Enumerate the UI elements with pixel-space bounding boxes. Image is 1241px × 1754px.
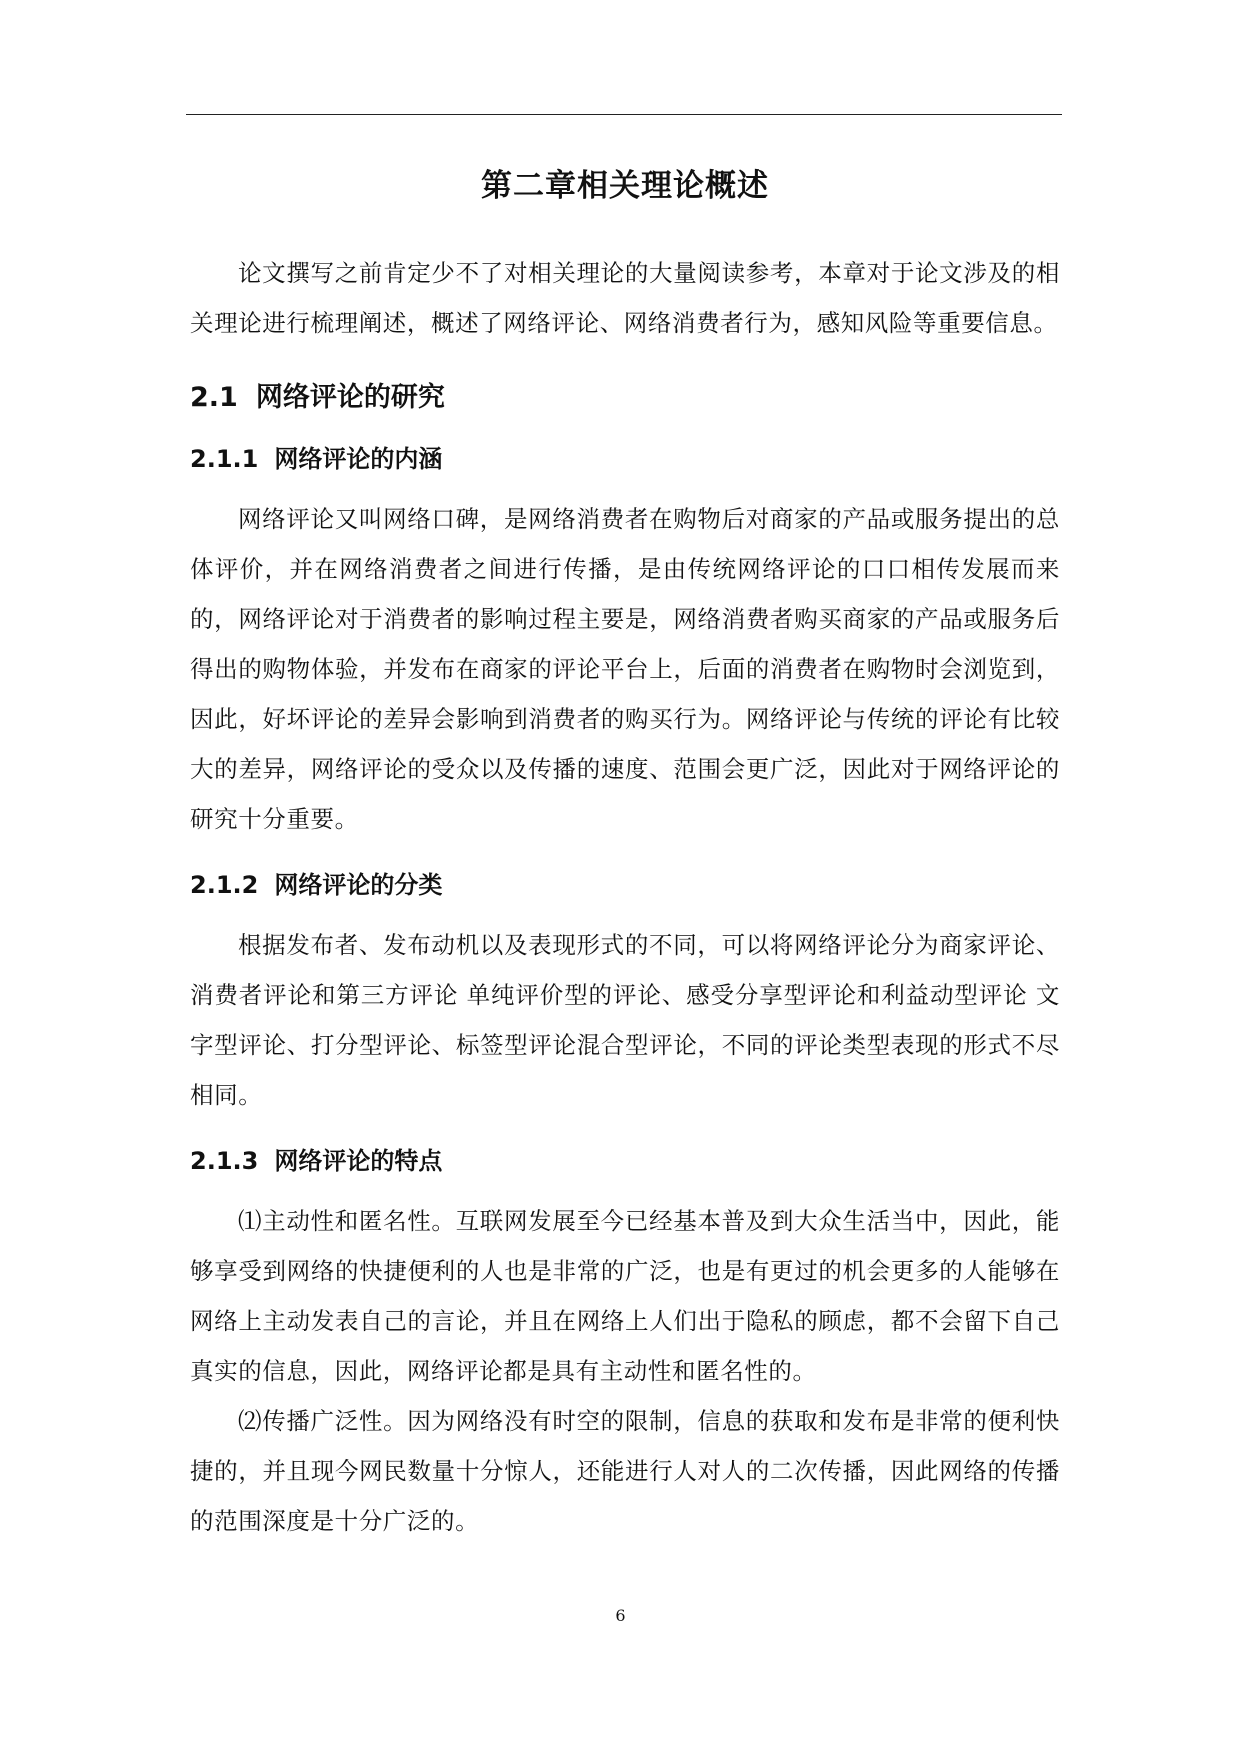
subsection-heading-2-1-2 — [190, 866, 1060, 904]
section-heading-2-1 — [190, 378, 1060, 418]
feature-point-2: ⑵传播广泛性。因为网络没有时空的限制，信息的获取和发布是非常的便利快捷的，并且现今网民数量十分惊人，还能进行人对人的二次传播，因此网络的传播的范围深度是十分广泛的。 — [190, 1407, 1060, 1535]
subsection-number: 2.1.2 — [190, 871, 259, 899]
feature-point-1: ⑴主动性和匿名性。互联网发展至今已经基本普及到大众生活当中，因此，能够享受到网络的快捷便利的人也是非常的广泛，也是有更过的机会更多的人能够在网络上主动发表自己的言论，并且在网络上人们出于隐私的顾虑，都不会留下自己真实的信息，因此，网络评论都是具有主动性和匿名性的。 — [190, 1207, 1060, 1385]
header-rule — [186, 114, 1062, 115]
subsection-number: 2.1.3 — [190, 1147, 259, 1175]
chapter-title: 第二章相关理论概述 — [481, 168, 769, 204]
section-number: 2.1 — [190, 382, 238, 413]
subsection-heading-2-1-3 — [190, 1142, 1060, 1180]
subsection-title: 网络评论的分类 — [274, 871, 443, 899]
subsection-title: 网络评论的特点 — [274, 1147, 443, 1175]
page-number: 6 — [615, 1606, 626, 1625]
subsection-number: 2.1.1 — [190, 445, 259, 473]
subsection-heading-2-1-1 — [190, 440, 1060, 478]
subsection-title: 网络评论的内涵 — [274, 445, 443, 473]
intro-paragraph: 论文撰写之前肯定少不了对相关理论的大量阅读参考，本章对于论文涉及的相关理论进行梳理阐述，概述了网络评论、网络消费者行为，感知风险等重要信息。 — [190, 259, 1060, 337]
section-title: 网络评论的研究 — [255, 382, 445, 413]
subsection-2-1-2-body: 根据发布者、发布动机以及表现形式的不同，可以将网络评论分为商家评论、消费者评论和第三方评论 单纯评价型的评论、感受分享型评论和利益动型评论 文字型评论、打分型评论、标签型评论混合型评论，不同的评论类型表现的形式不尽相同。 — [190, 931, 1060, 1109]
page-content — [190, 150, 1060, 1546]
subsection-2-1-1-body: 网络评论又叫网络口碑，是网络消费者在购物后对商家的产品或服务提出的总体评价，并在网络消费者之间进行传播，是由传统网络评论的口口相传发展而来的，网络评论对于消费者的影响过程主要是，网络消费者购买商家的产品或服务后得出的购物体验，并发布在商家的评论平台上，后面的消费者在购物时会浏览到，因此，好坏评论的差异会影响到消费者的购买行为。网络评论与传统的评论有比较大的差异，网络评论的受众以及传播的速度、范围会更广泛，因此对于网络评论的研究十分重要。 — [190, 505, 1060, 833]
